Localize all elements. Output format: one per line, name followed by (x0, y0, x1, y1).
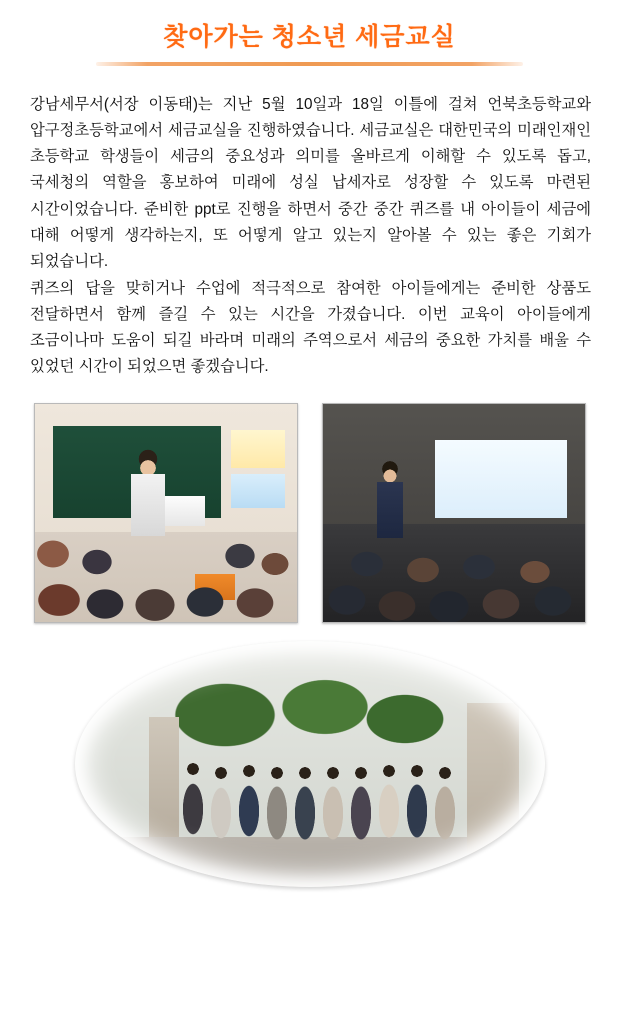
group-photo-school-gate (75, 641, 545, 887)
auditorium-presentation-photo (322, 403, 586, 623)
group-photo-wrapper (75, 641, 545, 887)
photo-row (0, 403, 619, 623)
article-paragraph-2: 퀴즈의 답을 맞히거나 수업에 적극적으로 참여한 아이들에게는 준비한 상품도 전달하면서 함께 즐길 수 있는 시간을 가졌습니다. 이번 교육이 아이들에게 조금이나마 도움이 되길 바라며 미래의 주역으로서 세금의 중요한 가치를 배울 수 있었던 시간이 되었으면 좋겠습니다. (30, 279, 591, 376)
article-paragraph-1: 강남세무서(서장 이동태)는 지난 5월 10일과 18일 이틀에 걸쳐 언북초등학교와 압구정초등학교에서 세금교실을 진행하였습니다. 세금교실은 대한민국의 미래인재인 초등학교 학생들이 세금의 중요성과 의미를 올바르게 이해할 수 있도록 돕고, 국세청의 역할을 홍보하여 미래에 성실 납세자로 성장할 수 있도록 마련된 시간이었습니다. 준비한 ppt로 진행을 하면서 중간 중간 퀴즈를 내 아이들이 세금에 대해 어떻게 생각하는지, 또 어떻게 알고 있는지 알아볼 수 있는 좋은 기회가 되었습니다. (30, 95, 591, 271)
article-body (30, 92, 591, 381)
classroom-lesson-photo (34, 403, 298, 623)
page-title: 찾아가는 청소년 세금교실 (163, 23, 456, 51)
title-underline-rule (96, 62, 523, 66)
page-header (0, 0, 619, 66)
